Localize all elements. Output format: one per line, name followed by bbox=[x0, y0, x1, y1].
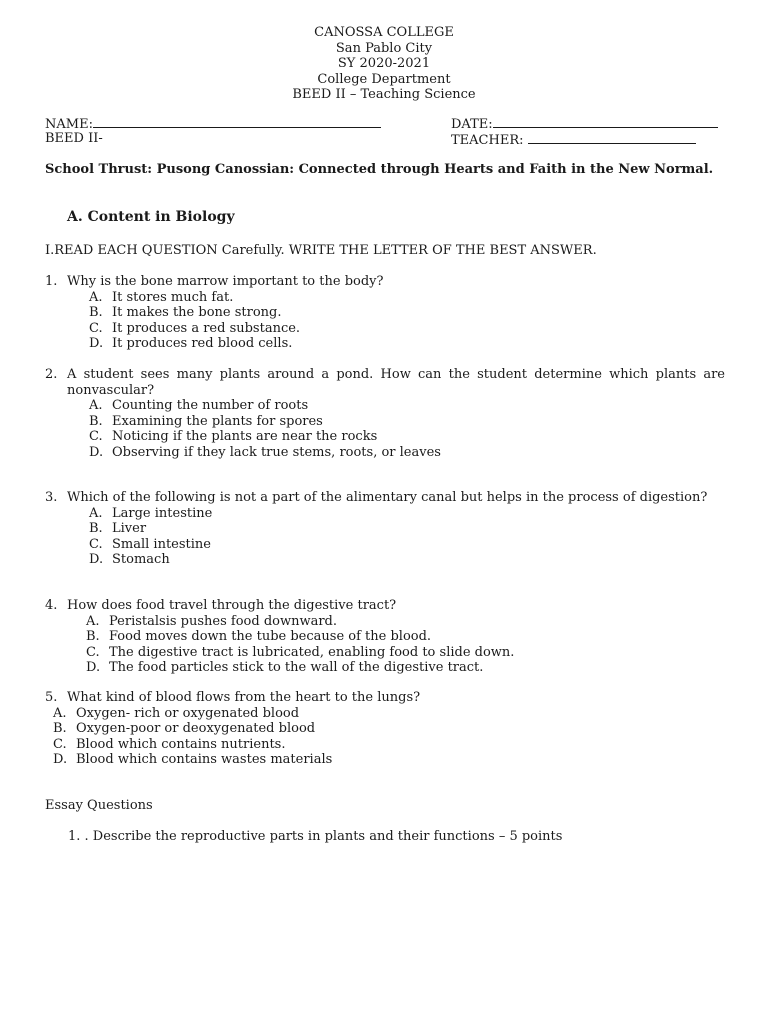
question-number: 3. bbox=[45, 490, 58, 505]
option-text: Stomach bbox=[112, 552, 170, 567]
option-letter: B. bbox=[53, 721, 67, 736]
answer-option bbox=[89, 506, 725, 522]
option-letter: A. bbox=[53, 705, 67, 721]
option-text: Peristalsis pushes food downward. bbox=[109, 613, 338, 629]
option-text: Examining the plants for spores bbox=[112, 413, 323, 429]
answer-option bbox=[89, 552, 725, 568]
option-letter: A. bbox=[86, 613, 100, 629]
question-4 bbox=[45, 598, 725, 676]
question-text: What kind of blood flows from the heart to the lungs? bbox=[67, 690, 421, 705]
question-3 bbox=[45, 490, 725, 568]
option-text: Oxygen-poor or deoxygenated blood bbox=[76, 721, 316, 736]
answer-option bbox=[89, 445, 725, 461]
option-text: Food moves down the tube because of the blood. bbox=[109, 629, 432, 644]
option-text: It produces red blood cells. bbox=[112, 336, 293, 351]
option-letter: C. bbox=[89, 536, 103, 552]
answer-option bbox=[86, 629, 725, 645]
option-text: Large intestine bbox=[112, 505, 213, 521]
answer-option bbox=[53, 737, 725, 753]
answer-option bbox=[53, 721, 725, 737]
answer-option bbox=[86, 660, 725, 676]
option-text: It makes the bone strong. bbox=[112, 305, 282, 320]
answer-option bbox=[89, 521, 725, 537]
answer-option bbox=[89, 414, 725, 430]
option-letter: B. bbox=[86, 629, 100, 644]
option-letter: D. bbox=[86, 660, 101, 675]
school-thrust: School Thrust: Pusong Canossian: Connected through Hearts and Faith in the New Normal. bbox=[45, 162, 714, 177]
name-blank[interactable] bbox=[93, 115, 381, 128]
school-year: SY 2020-2021 bbox=[337, 56, 431, 71]
school-city: San Pablo City bbox=[335, 40, 433, 56]
option-letter: C. bbox=[53, 736, 67, 752]
option-letter: C. bbox=[86, 644, 100, 660]
option-text: Blood which contains nutrients. bbox=[76, 736, 286, 752]
option-letter: D. bbox=[89, 336, 104, 351]
section-teacher-row bbox=[45, 131, 725, 147]
document-header bbox=[0, 25, 768, 103]
question-2 bbox=[45, 367, 725, 460]
option-text: Small intestine bbox=[112, 536, 211, 552]
question-number: 4. bbox=[45, 598, 58, 613]
question-number: 1. bbox=[45, 274, 58, 289]
answer-option bbox=[86, 614, 725, 630]
section-label: BEED II- bbox=[45, 131, 103, 146]
question-text: Why is the bone marrow important to the body? bbox=[67, 274, 384, 289]
school-name: CANOSSA COLLEGE bbox=[314, 25, 454, 40]
option-text: Liver bbox=[112, 521, 147, 536]
answer-option bbox=[86, 645, 725, 661]
option-text: The food particles stick to the wall of the digestive tract. bbox=[109, 660, 484, 675]
option-text: It produces a red substance. bbox=[112, 320, 301, 336]
option-text: Noticing if the plants are near the rocks bbox=[112, 429, 378, 444]
section-title: A. Content in Biology bbox=[67, 209, 235, 225]
option-letter: D. bbox=[53, 752, 68, 767]
question-text: A student sees many plants around a pond. How can the student determine which plants are nonvascular? bbox=[67, 367, 725, 398]
department: College Department bbox=[317, 71, 451, 87]
date-label: DATE: bbox=[451, 117, 493, 132]
option-text: Counting the number of roots bbox=[112, 398, 309, 413]
option-text: It stores much fat. bbox=[112, 289, 234, 305]
answer-option bbox=[53, 706, 725, 722]
question-text: Which of the following is not a part of the alimentary canal but helps in the process of digestion? bbox=[67, 490, 708, 505]
option-letter: D. bbox=[89, 444, 104, 460]
instructions: I.READ EACH QUESTION Carefully. WRITE THE LETTER OF THE BEST ANSWER. bbox=[45, 243, 597, 258]
answer-option bbox=[89, 537, 725, 553]
option-letter: B. bbox=[89, 521, 103, 536]
option-letter: C. bbox=[89, 320, 103, 336]
question-text: How does food travel through the digestive tract? bbox=[67, 598, 397, 613]
answer-option bbox=[89, 290, 725, 306]
answer-option bbox=[89, 398, 725, 414]
essay-question-number: 1. bbox=[68, 829, 81, 844]
option-text: Observing if they lack true stems, roots, or leaves bbox=[112, 444, 441, 460]
date-blank[interactable] bbox=[493, 115, 718, 128]
question-number: 5. bbox=[45, 690, 58, 705]
course-title: BEED II – Teaching Science bbox=[292, 87, 476, 102]
answer-option bbox=[89, 429, 725, 445]
option-letter: B. bbox=[89, 413, 103, 429]
question-number: 2. bbox=[45, 367, 58, 382]
teacher-label: TEACHER: bbox=[451, 133, 524, 148]
option-text: The digestive tract is lubricated, enabling food to slide down. bbox=[109, 644, 515, 660]
option-letter: A. bbox=[89, 505, 103, 521]
option-text: Blood which contains wastes materials bbox=[76, 752, 333, 767]
name-label: NAME: bbox=[45, 117, 93, 132]
answer-option bbox=[89, 321, 725, 337]
teacher-blank[interactable] bbox=[528, 131, 696, 144]
question-1 bbox=[45, 274, 725, 352]
option-letter: B. bbox=[89, 305, 103, 320]
essay-question-text: . Describe the reproductive parts in plants and their functions – 5 points bbox=[84, 829, 563, 844]
option-letter: A. bbox=[89, 398, 103, 413]
answer-option bbox=[53, 752, 725, 768]
essay-question-1 bbox=[68, 829, 562, 844]
question-5 bbox=[45, 690, 725, 768]
name-date-row bbox=[45, 115, 725, 133]
option-letter: A. bbox=[89, 289, 103, 305]
answer-option bbox=[89, 336, 725, 352]
option-letter: D. bbox=[89, 552, 104, 567]
answer-option bbox=[89, 305, 725, 321]
option-letter: C. bbox=[89, 429, 103, 444]
essay-section-title: Essay Questions bbox=[45, 798, 153, 813]
option-text: Oxygen- rich or oxygenated blood bbox=[76, 705, 300, 721]
